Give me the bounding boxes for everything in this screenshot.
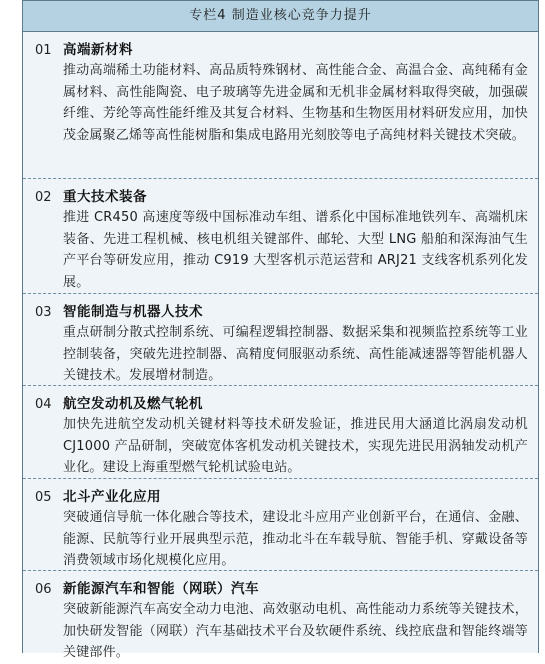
section-number: 05 [35, 490, 52, 505]
section-header [35, 185, 528, 207]
section-advanced-materials [23, 32, 538, 179]
section-aero-engines [23, 386, 538, 479]
section-title: 高端新材料 [63, 42, 133, 58]
section-header [35, 300, 528, 322]
section-body: 推进 CR450 高速度等级中国标准动车组、谱系化中国标准地铁列车、高端机床装备、先进工程机械、核电机组关键部件、邮轮、大型 LNG 船舶和深海油气生产平台等研发应用，推动 C919 大型客机示范运营和 ARJ21 支线客机系列化发展。 [63, 210, 528, 290]
section-title: 重大技术装备 [63, 189, 147, 205]
section-body: 重点研制分散式控制系统、可编程逻辑控制器、数据采集和视频监控系统等工业控制装备，突破先进控制器、高精度伺服驱动系统、高性能减速器等智能机器人关键技术。发展增材制造。 [63, 325, 528, 383]
section-title: 航空发动机及燃气轮机 [63, 396, 203, 412]
box-title: 专栏4 制造业核心竞争力提升 [23, 0, 538, 32]
section-intelligent-manufacturing [23, 294, 538, 386]
section-body: 突破新能源汽车高安全动力电池、高效驱动电机、高性能动力系统等关键技术，加快研发智能（网联）汽车基础技术平台及软硬件系统、线控底盘和智能终端等关键部件。 [63, 602, 528, 660]
section-title: 智能制造与机器人技术 [63, 304, 203, 320]
section-number: 02 [35, 190, 52, 205]
section-header [35, 485, 528, 507]
section-header [35, 38, 528, 60]
section-body: 突破通信导航一体化融合等技术，建设北斗应用产业创新平台，在通信、金融、能源、民航等行业开展典型示范，推动北斗在车载导航、智能手机、穿戴设备等消费领域市场化规模化应用。 [63, 510, 528, 568]
section-number: 06 [35, 582, 52, 597]
section-header [35, 392, 528, 414]
section-title: 北斗产业化应用 [63, 489, 161, 505]
section-title: 新能源汽车和智能（网联）汽车 [63, 581, 259, 597]
section-number: 04 [35, 397, 52, 412]
column-box [22, 0, 539, 660]
section-number: 03 [35, 305, 52, 320]
section-major-equipment [23, 179, 538, 294]
section-body: 加快先进航空发动机关键材料等技术研发验证，推进民用大涵道比涡扇发动机 CJ1000 产品研制，突破宽体客机发动机关键技术，实现先进民用涡轴发动机产业化。建设上海重型燃气轮机试验电站。 [63, 417, 528, 475]
section-header [35, 577, 528, 599]
section-new-energy-vehicles [23, 571, 538, 660]
section-beidou [23, 479, 538, 571]
section-number: 01 [35, 43, 52, 58]
section-body: 推动高端稀土功能材料、高品质特殊钢材、高性能合金、高温合金、高纯稀有金属材料、高性能陶瓷、电子玻璃等先进金属和无机非金属材料取得突破，加强碳纤维、芳纶等高性能纤维及其复合材料、生物基和生物医用材料研发应用，加快茂金属聚乙烯等高性能树脂和集成电路用光刻胶等电子高纯材料关键技术突破。 [63, 63, 528, 143]
